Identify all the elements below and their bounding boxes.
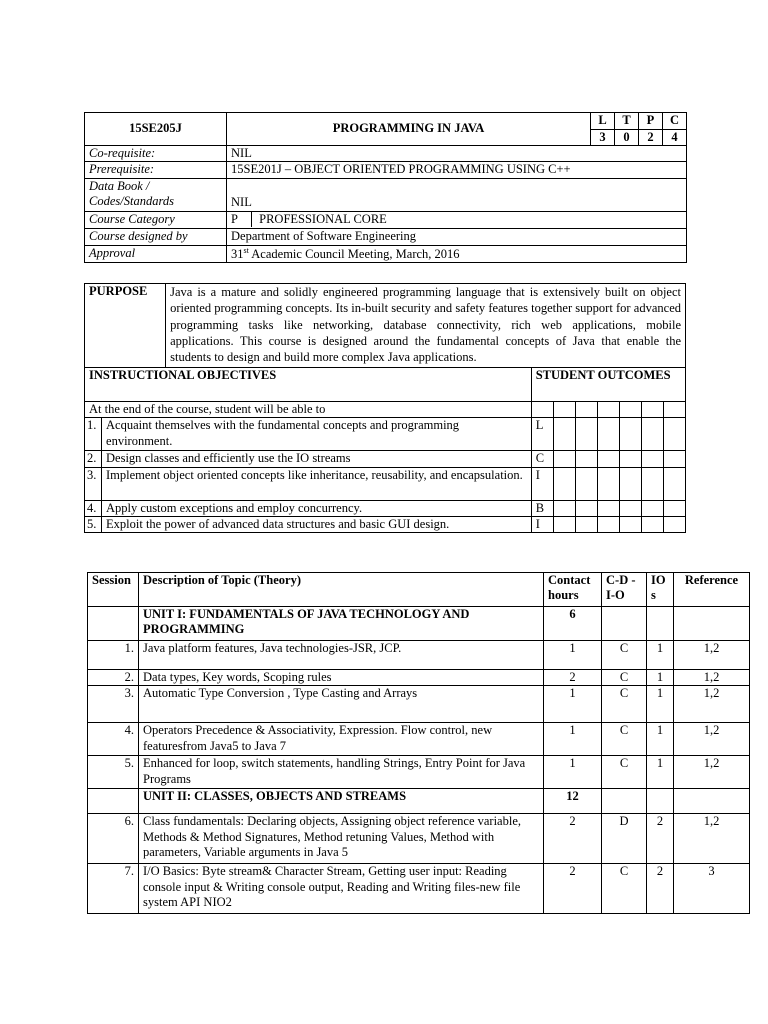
outcome-empty	[553, 402, 575, 418]
designed-label: Course designed by	[85, 228, 227, 245]
outcome-empty	[553, 516, 575, 532]
outcome-empty	[641, 516, 663, 532]
unit-empty	[88, 607, 139, 641]
session-description: Data types, Key words, Scoping rules	[139, 670, 544, 686]
session-ios: 1	[647, 641, 674, 670]
unit-empty	[674, 607, 750, 641]
outcome-empty	[619, 418, 641, 451]
course-code: 15SE205J	[85, 113, 227, 146]
ltpc-header-t: T	[615, 113, 639, 129]
outcome-empty	[597, 500, 619, 516]
header-contact-hours: Contact hours	[544, 573, 602, 607]
corequisite-value: NIL	[227, 146, 687, 162]
session-cdio: C	[602, 723, 647, 756]
session-ios: 1	[647, 756, 674, 789]
session-description: Enhanced for loop, switch statements, handling Strings, Entry Point for Java Programs	[139, 756, 544, 789]
session-reference: 1,2	[674, 641, 750, 670]
ltpc-value-t: 0	[615, 129, 639, 145]
objectives-table	[84, 283, 686, 533]
session-cdio: D	[602, 814, 647, 864]
outcome-empty	[553, 467, 575, 500]
outcome-empty	[553, 500, 575, 516]
objective-text: Apply custom exceptions and employ concurrency.	[102, 500, 532, 516]
session-hours: 1	[544, 686, 602, 723]
purpose-text: Java is a mature and solidly engineered programming language that is extensively built on object oriented programming concepts. Its in-built security and safety features together support for advanced programming tasks like networking, database connectivity, rich web applications, mobile applications. This course is designed around the fundamental concepts of Java that enable the students to design and build more complex Java applications.	[166, 284, 686, 368]
unit-empty	[647, 789, 674, 814]
outcome-empty	[619, 516, 641, 532]
header-description: Description of Topic (Theory)	[139, 573, 544, 607]
outcome-empty	[575, 418, 597, 451]
objective-outcome: I	[531, 516, 553, 532]
session-ios: 2	[647, 864, 674, 914]
objective-outcome: I	[531, 467, 553, 500]
session-hours: 1	[544, 723, 602, 756]
outcomes-heading: STUDENT OUTCOMES	[531, 368, 685, 402]
session-ios: 1	[647, 723, 674, 756]
category-label: Course Category	[85, 211, 227, 228]
designed-value: Department of Software Engineering	[227, 228, 687, 245]
outcome-empty	[553, 451, 575, 467]
session-reference: 1,2	[674, 686, 750, 723]
objective-text: Implement object oriented concepts like inheritance, reusability, and encapsulation.	[102, 467, 532, 500]
prerequisite-label: Prerequisite:	[85, 162, 227, 178]
session-number: 3.	[88, 686, 139, 723]
outcome-empty	[641, 467, 663, 500]
outcome-empty	[619, 467, 641, 500]
session-reference: 1,2	[674, 756, 750, 789]
header-ios: IO s	[647, 573, 674, 607]
session-number: 2.	[88, 670, 139, 686]
approval-value	[227, 245, 687, 262]
outcome-empty	[663, 500, 685, 516]
databook-label	[85, 178, 227, 211]
objective-number: 1.	[85, 418, 102, 451]
outcome-empty	[619, 500, 641, 516]
session-description: I/O Basics: Byte stream& Character Stream, Getting user input: Reading console input & Writing console output, Reading and Writing files-new file system API NIO2	[139, 864, 544, 914]
databook-value: NIL	[227, 178, 687, 211]
objective-text: Acquaint themselves with the fundamental concepts and programming environment.	[102, 418, 532, 451]
course-title: PROGRAMMING IN JAVA	[227, 113, 591, 146]
ltpc-value-c: 4	[662, 129, 686, 145]
outcome-empty	[663, 418, 685, 451]
prerequisite-value: 15SE201J – OBJECT ORIENTED PROGRAMMING USING C++	[227, 162, 687, 178]
objective-text: Exploit the power of advanced data structures and basic GUI design.	[102, 516, 532, 532]
outcome-empty	[641, 402, 663, 418]
session-description: Operators Precedence & Associativity, Expression. Flow control, new featuresfrom Java5 to Java 7	[139, 723, 544, 756]
session-cdio: C	[602, 686, 647, 723]
session-description: Automatic Type Conversion , Type Casting and Arrays	[139, 686, 544, 723]
unit-empty	[647, 607, 674, 641]
objective-number: 4.	[85, 500, 102, 516]
ltpc-header-c: C	[662, 113, 686, 129]
outcome-empty	[663, 451, 685, 467]
unit-empty	[88, 789, 139, 814]
ltpc-header-l: L	[591, 113, 615, 129]
session-description: Java platform features, Java technologies-JSR, JCP.	[139, 641, 544, 670]
objective-number: 3.	[85, 467, 102, 500]
outcome-empty	[597, 467, 619, 500]
outcome-empty	[575, 516, 597, 532]
objectives-heading: INSTRUCTIONAL OBJECTIVES	[85, 368, 532, 402]
outcome-empty	[619, 451, 641, 467]
databook-label-line2: Codes/Standards	[89, 193, 174, 208]
outcome-empty	[641, 451, 663, 467]
session-number: 7.	[88, 864, 139, 914]
session-hours: 2	[544, 864, 602, 914]
objective-outcome: C	[531, 451, 553, 467]
ltpc-table	[591, 113, 686, 145]
ltpc-value-p: 2	[638, 129, 662, 145]
outcome-empty	[597, 418, 619, 451]
outcome-empty	[641, 418, 663, 451]
session-number: 4.	[88, 723, 139, 756]
session-ios: 2	[647, 814, 674, 864]
unit-empty	[602, 789, 647, 814]
objective-number: 5.	[85, 516, 102, 532]
objectives-intro: At the end of the course, student will be able to	[85, 402, 532, 418]
corequisite-label: Co-requisite:	[85, 146, 227, 162]
session-number: 5.	[88, 756, 139, 789]
session-reference: 1,2	[674, 814, 750, 864]
ltpc-cell	[591, 113, 687, 146]
outcome-empty	[663, 467, 685, 500]
course-info-table	[84, 112, 687, 263]
unit1-hours: 6	[544, 607, 602, 641]
ltpc-value-l: 3	[599, 129, 606, 144]
outcome-empty	[641, 500, 663, 516]
outcome-empty	[575, 467, 597, 500]
session-hours: 2	[544, 670, 602, 686]
unit-empty	[674, 789, 750, 814]
approval-number: 31	[231, 246, 244, 261]
objective-number: 2.	[85, 451, 102, 467]
outcome-empty	[553, 418, 575, 451]
category-value: PROFESSIONAL CORE	[259, 211, 387, 226]
outcome-empty	[597, 451, 619, 467]
ltpc-header-p: P	[638, 113, 662, 129]
approval-text: Academic Council Meeting, March, 2016	[248, 246, 460, 261]
header-reference: Reference	[674, 573, 750, 607]
outcome-empty	[619, 402, 641, 418]
unit1-title: UNIT I: FUNDAMENTALS OF JAVA TECHNOLOGY AND PROGRAMMING	[139, 607, 544, 641]
databook-label-line1: Data Book /	[89, 178, 150, 193]
approval-superscript: st	[243, 245, 249, 255]
header-session: Session	[88, 573, 139, 607]
outcome-empty	[597, 516, 619, 532]
unit2-hours: 12	[544, 789, 602, 814]
outcome-empty	[663, 402, 685, 418]
category-code: P	[227, 212, 252, 227]
session-number: 6.	[88, 814, 139, 864]
session-hours: 1	[544, 641, 602, 670]
outcome-empty	[597, 402, 619, 418]
category-cell	[227, 211, 687, 228]
session-ios: 1	[647, 686, 674, 723]
outcome-empty	[575, 402, 597, 418]
sessions-table	[87, 572, 750, 914]
objective-outcome: L	[531, 418, 553, 451]
session-hours: 1	[544, 756, 602, 789]
outcome-empty	[575, 451, 597, 467]
session-cdio: C	[602, 756, 647, 789]
outcome-empty	[575, 500, 597, 516]
header-cdio: C-D -I-O	[602, 573, 647, 607]
session-description: Class fundamentals: Declaring objects, Assigning object reference variable, Methods & Method Signatures, Method retuning Values, Method with parameters, Variable arguments in Java 5	[139, 814, 544, 864]
session-reference: 1,2	[674, 670, 750, 686]
purpose-label: PURPOSE	[85, 284, 166, 368]
outcome-empty	[663, 516, 685, 532]
unit2-title: UNIT II: CLASSES, OBJECTS AND STREAMS	[139, 789, 544, 814]
session-hours: 2	[544, 814, 602, 864]
session-reference: 3	[674, 864, 750, 914]
session-cdio: C	[602, 864, 647, 914]
unit-empty	[602, 607, 647, 641]
objective-outcome: B	[531, 500, 553, 516]
outcome-empty	[531, 402, 553, 418]
session-number: 1.	[88, 641, 139, 670]
objective-text: Design classes and efficiently use the IO streams	[102, 451, 532, 467]
session-reference: 1,2	[674, 723, 750, 756]
approval-label: Approval	[85, 245, 227, 262]
session-ios: 1	[647, 670, 674, 686]
session-cdio: C	[602, 641, 647, 670]
session-cdio: C	[602, 670, 647, 686]
